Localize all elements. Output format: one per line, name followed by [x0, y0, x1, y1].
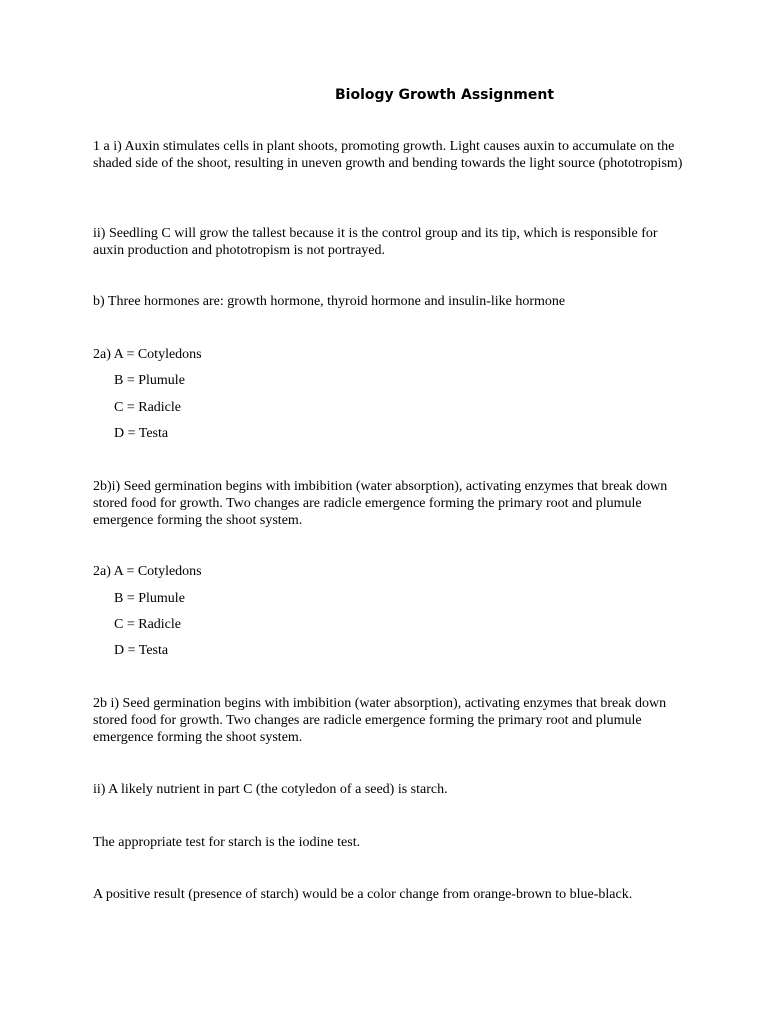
answer-2a-item-d: D = Testa	[114, 426, 169, 441]
answer-1a-i: 1 a i) Auxin stimulates cells in plant shoots, promoting growth. Light causes auxin to accumulate on the shaded side of the shoot, resulting in uneven growth and bending towards the light source (phototropism)	[93, 139, 683, 171]
starch-result-text: A positive result (presence of starch) would be a color change from orange-brown to blue-black.	[93, 887, 633, 902]
answer-2b-ii: ii) A likely nutrient in part C (the cotyledon of a seed) is starch.	[93, 782, 448, 797]
document-title: Biology Growth Assignment	[335, 87, 555, 103]
answer-2b-i-repeat: 2b i) Seed germination begins with imbibition (water absorption), activating enzymes that break down stored food for growth. Two changes are radicle emergence forming the primary root and plumule emergence forming the shoot system.	[93, 696, 667, 745]
answer-2a-item-c: C = Radicle	[114, 400, 181, 415]
answer-2a-item-b: B = Plumule	[114, 373, 185, 388]
answer-1b: b) Three hormones are: growth hormone, thyroid hormone and insulin-like hormone	[93, 294, 566, 309]
answer-2a-item-c-repeat: C = Radicle	[114, 617, 181, 632]
answer-2a-item-d-repeat: D = Testa	[114, 643, 169, 658]
answer-2a-label: 2a) A = Cotyledons	[93, 347, 202, 362]
starch-test-text: The appropriate test for starch is the iodine test.	[93, 835, 361, 850]
answer-2b-i: 2b)i) Seed germination begins with imbibition (water absorption), activating enzymes that break down stored food for growth. Two changes are radicle emergence forming the primary root and plumule emergence forming the shoot system.	[93, 479, 668, 528]
answer-1a-ii: ii) Seedling C will grow the tallest because it is the control group and its tip, which is responsible for auxin production and phototropism is not portrayed.	[93, 226, 658, 258]
answer-2a-item-b-repeat: B = Plumule	[114, 591, 185, 606]
answer-2a-label-repeat: 2a) A = Cotyledons	[93, 564, 202, 579]
